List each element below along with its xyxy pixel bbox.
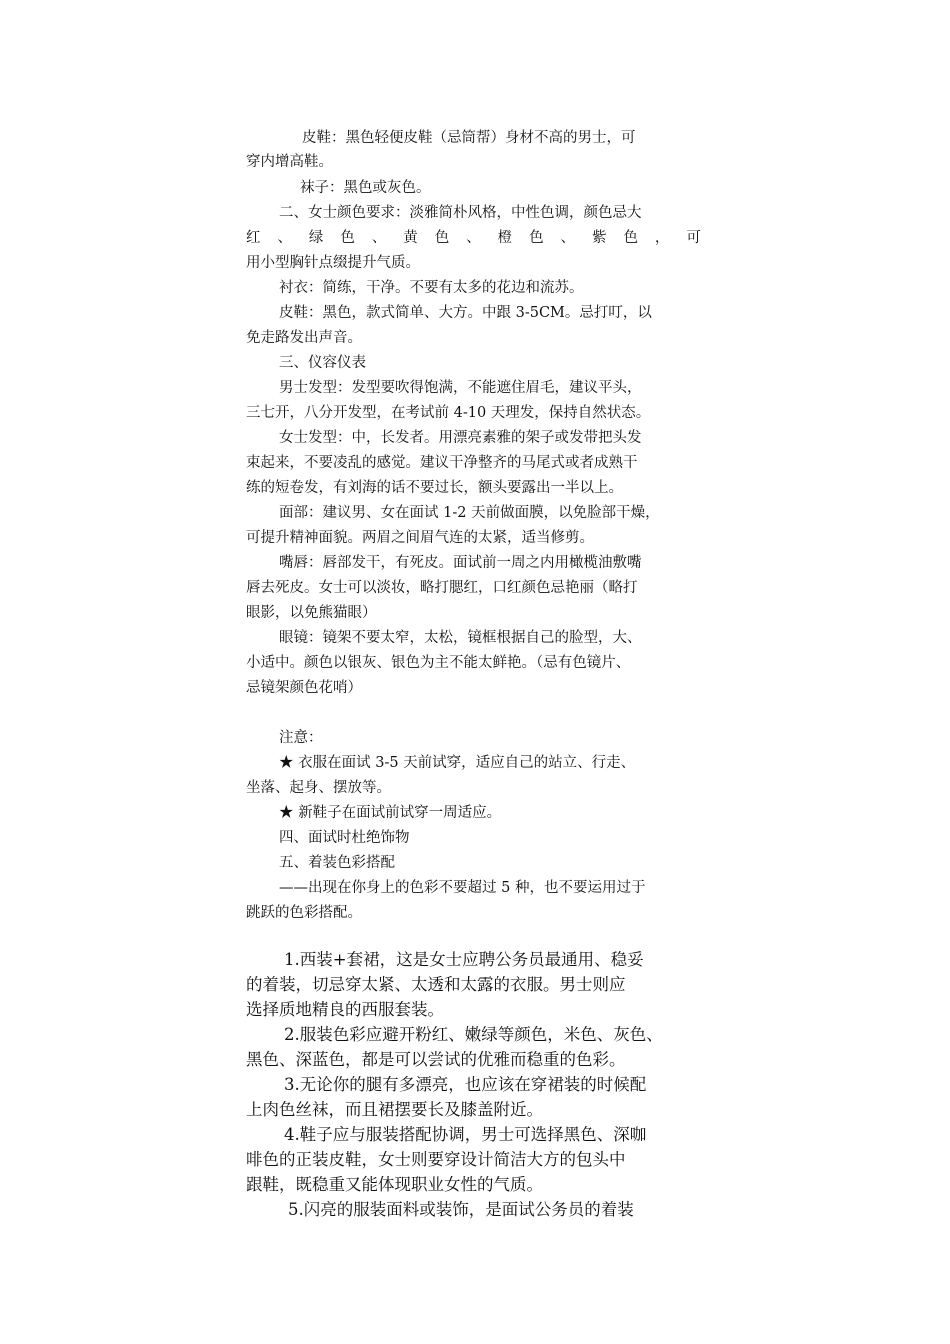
word: 橙: [497, 230, 513, 246]
heading-women-colors: 二、女士颜色要求：淡雅简朴风格，中性色调，颜色忌大: [279, 205, 642, 221]
paragraph-shoes-women-line1: 皮鞋：黑色，款式简单、大方。中跟 3-5CM。忌打叮，以: [279, 305, 652, 321]
heading-no-accessories: 四、面试时杜绝饰物: [279, 830, 410, 846]
paragraph-color-limit-line1: ——出现在你身上的色彩不要超过 5 种，也不要运用过于: [279, 880, 646, 896]
paragraph-glasses-line2: 小适中。颜色以银灰、银色为主不能太鲜艳。（忌有色镜片、: [246, 655, 631, 671]
word: 色: [623, 230, 638, 246]
word: 、: [371, 230, 387, 246]
tip-1-line1: 1.西装+套裙，这是女士应聘公务员最通用、稳妥: [284, 950, 644, 969]
word: 可: [686, 230, 701, 246]
tip-4-line3: 跟鞋，既稳重又能体现职业女性的气质。: [246, 1175, 543, 1194]
word: 色: [529, 230, 544, 246]
paragraph-men-hair-line2: 三七开，八分开发型，在考试前 4-10 天理发，保持自然状态。: [246, 405, 651, 421]
note-star-1-line2: 坐落、起身、摆放等。: [246, 780, 391, 796]
paragraph-women-hair-line3: 练的短卷发，有刘海的话不要过长，额头要露出一半以上。: [246, 480, 623, 496]
paragraph-lips-line2: 唇去死皮。女士可以淡妆，略打腮红，口红颜色忌艳丽（略打: [246, 580, 638, 596]
word: 色: [340, 230, 355, 246]
tip-2-line1: 2.服装色彩应避开粉红、嫩绿等颜色，米色、灰色、: [284, 1025, 663, 1044]
paragraph-shoes-men-line2: 穿内增高鞋。: [246, 154, 333, 170]
women-colors-justified-line: [246, 226, 701, 250]
paragraph-socks: 袜子：黑色或灰色。: [300, 180, 431, 196]
women-colors-line3: 用小型胸针点缀提升气质。: [246, 255, 420, 271]
word: 色: [434, 230, 450, 246]
note-star-2: ★ 新鞋子在面试前试穿一周适应。: [279, 805, 502, 821]
tip-1-line3: 选择质地精良的西服套装。: [246, 1000, 444, 1019]
tip-1-line2: 的着装，切忌穿太紧、太透和太露的衣服。男士则应: [246, 975, 626, 994]
word: 、: [560, 230, 576, 246]
tip-2-line2: 黑色、深蓝色，都是可以尝试的优雅而稳重的色彩。: [246, 1050, 626, 1069]
word: 、: [466, 230, 481, 246]
paragraph-lips-line1: 嘴唇：唇部发干，有死皮。面试前一周之内用橄榄油敷嘴: [279, 555, 642, 571]
heading-color-matching: 五、着装色彩搭配: [279, 855, 395, 871]
paragraph-shoes-men-line1: 皮鞋：黑色轻便皮鞋（忌筒帮）身材不高的男士，可: [302, 130, 636, 146]
word: 、: [277, 230, 292, 246]
word: 黄: [403, 230, 418, 246]
tip-3-line1: 3.无论你的腿有多漂亮，也应该在穿裙装的时候配: [284, 1075, 647, 1094]
tip-5-line1: 5.闪亮的服装面料或装饰，是面试公务员的着装: [288, 1200, 634, 1219]
paragraph-lips-line3: 眼影，以免熊猫眼）: [246, 605, 377, 621]
word: 紫: [591, 230, 607, 246]
paragraph-shirt: 衬衣：简练，干净。不要有太多的花边和流苏。: [279, 280, 584, 296]
paragraph-men-hair-line1: 男士发型：发型要吹得饱满，不能遮住眉毛，建议平头，: [279, 380, 642, 396]
paragraph-glasses-line1: 眼镜：镜架不要太窄，太松，镜框根据自己的脸型，大、: [279, 630, 642, 646]
paragraph-women-hair-line1: 女士发型：中，长发者。用漂亮素雅的架子或发带把头发: [279, 430, 642, 446]
tip-4-line1: 4.鞋子应与服装搭配协调，男士可选择黑色、深咖: [284, 1125, 647, 1144]
paragraph-glasses-line3: 忌镜架颜色花哨）: [246, 680, 362, 696]
tip-4-line2: 啡色的正装皮鞋，女士则要穿设计简洁大方的包头中: [246, 1150, 626, 1169]
heading-notes: 注意：: [279, 730, 323, 746]
word: 红: [246, 230, 261, 246]
paragraph-women-hair-line2: 束起来，不要凌乱的感觉。建议干净整齐的马尾式或者成熟干: [246, 455, 638, 471]
paragraph-shoes-women-line2: 免走路发出声音。: [246, 330, 362, 346]
paragraph-face-line2: 可提升精神面貌。两眉之间眉气连的太紧，适当修剪。: [246, 530, 594, 546]
paragraph-face-line1: 面部：建议男、女在面试 1-2 天前做面膜，以免脸部干燥，: [279, 505, 660, 521]
heading-appearance: 三、仪容仪表: [279, 355, 366, 371]
paragraph-color-limit-line2: 跳跃的色彩搭配。: [246, 905, 362, 921]
note-star-1-line1: ★ 衣服在面试 3-5 天前试穿，适应自己的站立、行走、: [279, 755, 636, 771]
word: ，: [654, 230, 670, 246]
tip-3-line2: 上肉色丝袜，而且裙摆要长及膝盖附近。: [246, 1100, 543, 1119]
word: 绿: [308, 230, 324, 246]
